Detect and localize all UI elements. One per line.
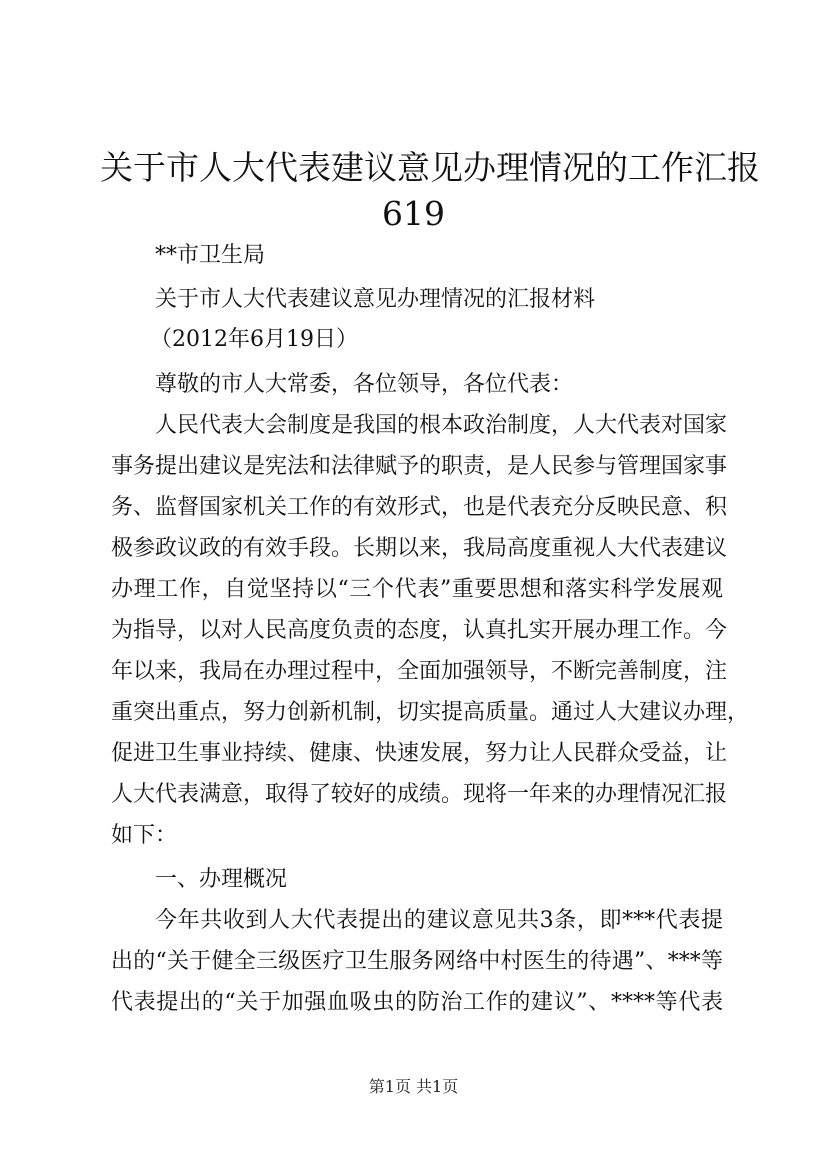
paragraph-line: 如下： <box>111 823 178 848</box>
document-title-number: 619 <box>382 194 445 233</box>
paragraph-line: 为指导，以对人民高度负责的态度，认真扎实开展办理工作。今 <box>111 618 728 643</box>
issuer-line: **市卫生局 <box>155 243 266 268</box>
paragraph-line: 办理工作，自觉坚持以“三个代表”重要思想和落实科学发展观 <box>111 577 723 602</box>
paragraph-line: 出的“关于健全三级医疗卫生服务网络中村医生的待遇”、***等 <box>111 949 723 974</box>
paragraph-line: 重突出重点，努力创新机制，切实提高质量。通过人大建议办理， <box>111 700 750 725</box>
paragraph-line: 务、监督国家机关工作的有效形式，也是代表充分反映民意、积 <box>111 495 728 520</box>
document-title: 关于市人大代表建议意见办理情况的工作汇报 <box>100 148 760 187</box>
paragraph-line: 年以来，我局在办理过程中，全面加强领导，不断完善制度，注 <box>111 659 728 684</box>
paragraph-line: 促进卫生事业持续、健康、快速发展，努力让人民群众受益，让 <box>111 741 728 766</box>
subtitle-line: 关于市人大代表建议意见办理情况的汇报材料 <box>155 287 596 312</box>
paragraph-line: 人民代表大会制度是我国的根本政治制度，人大代表对国家 <box>155 413 728 438</box>
page-footer: 第1页 共1页 <box>368 1077 459 1096</box>
paragraph-line: 事务提出建议是宪法和法律赋予的职责，是人民参与管理国家事 <box>111 454 728 479</box>
paragraph-line: 极参政议政的有效手段。长期以来，我局高度重视人大代表建议 <box>111 536 728 561</box>
paragraph-line: 人大代表满意，取得了较好的成绩。现将一年来的办理情况汇报 <box>111 782 728 807</box>
paragraph-line: 今年共收到人大代表提出的建议意见共3条，即***代表提 <box>155 908 723 933</box>
date-line: （2012年6月19日） <box>150 327 358 352</box>
section-heading: 一、办理概况 <box>155 867 288 892</box>
salutation-line: 尊敬的市人大常委，各位领导，各位代表： <box>155 372 574 397</box>
paragraph-line: 代表提出的“关于加强血吸虫的防治工作的建议”、****等代表 <box>111 990 723 1015</box>
